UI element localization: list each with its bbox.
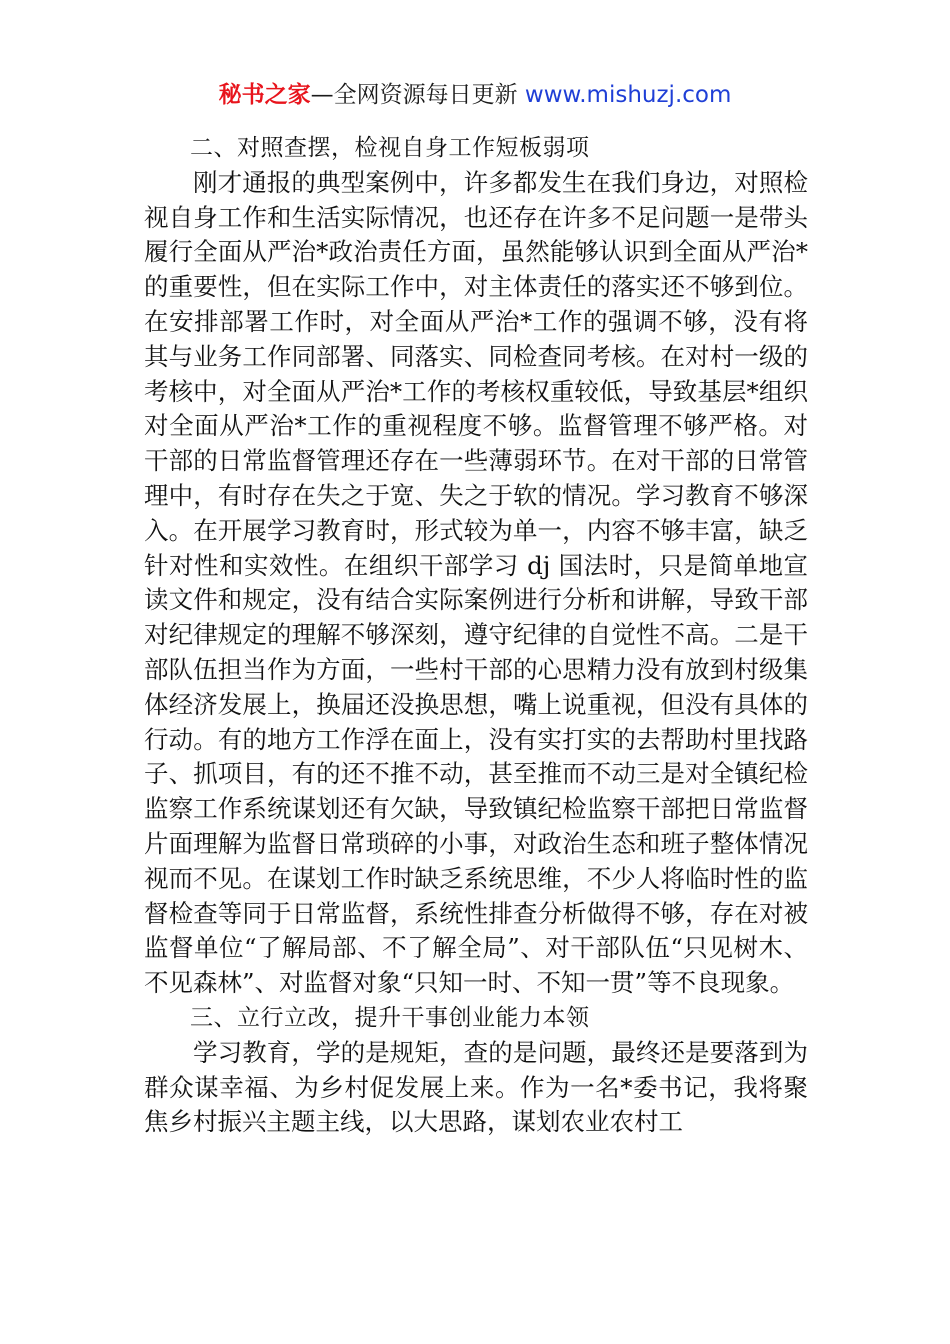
site-header [0, 78, 950, 112]
section-paragraph-3: 学习教育，学的是规矩，查的是问题，最终还是要落到为群众谋幸福、为乡村促发展上来。作为一名*委书记，我将聚焦乡村振兴主题主线，以大思路，谋划农业农村工 [144, 1037, 808, 1137]
site-brand: 秘书之家 [218, 82, 311, 108]
site-url-link[interactable]: www.mishuzj.com [524, 82, 732, 108]
site-tagline: —全网资源每日更新 [310, 82, 518, 108]
section-heading-2: 二、对照查摆，检视自身工作短板弱项 [190, 135, 590, 161]
section-heading-3: 三、立行立改，提升干事创业能力本领 [190, 1004, 590, 1031]
document-body [144, 131, 808, 1140]
section-paragraph-2: 刚才通报的典型案例中，许多都发生在我们身边，对照检视自身工作和生活实际情况，也还存在许多不足问题一是带头履行全面从严治*政治责任方面，虽然能够认识到全面从严治*的重要性，但在实际工作中，对主体责任的落实还不够到位。在安排部署工作时，对全面从严治*工作的强调不够，没有将其与业务工作同部署、同落实、同检查同考核。在对村一级的考核中，对全面从严治*工作的考核权重较低，导致基层*组织对全面从严治*工作的重视程度不够。监督管理不够严格。对干部的日常监督管理还存在一些薄弱环节。在对干部的日常管理中，有时存在失之于宽、失之于软的情况。学习教育不够深入。在开展学习教育时，形式较为单一，内容不够丰富，缺乏针对性和实效性。在组织干部学习 dj 国法时，只是简单地宣读文件和规定，没有结合实际案例进行分析和讲解，导致干部对纪律规定的理解不够深刻，遵守纪律的自觉性不高。二是干部队伍担当作为方面，一些村干部的心思精力没有放到村级集体经济发展上，换届还没换思想，嘴上说重视，但没有具体的行动。有的地方工作浮在面上，没有实打实的去帮助村里找路子、抓项目，有的还不推不动，甚至推而不动三是对全镇纪检监察工作系统谋划还有欠缺，导致镇纪检监察干部把日常监督片面理解为监督日常琐碎的小事，对政治生态和班子整体情况视而不见。在谋划工作时缺乏系统思维，不少人将临时性的监督检查等同于日常监督，系统性排查分析做得不够，存在对被监督单位“了解局部、不了解全局”、对干部队伍“只见树木、不见森林”、对监督对象“只知一时、不知一贯”等不良现象。 [144, 167, 808, 998]
